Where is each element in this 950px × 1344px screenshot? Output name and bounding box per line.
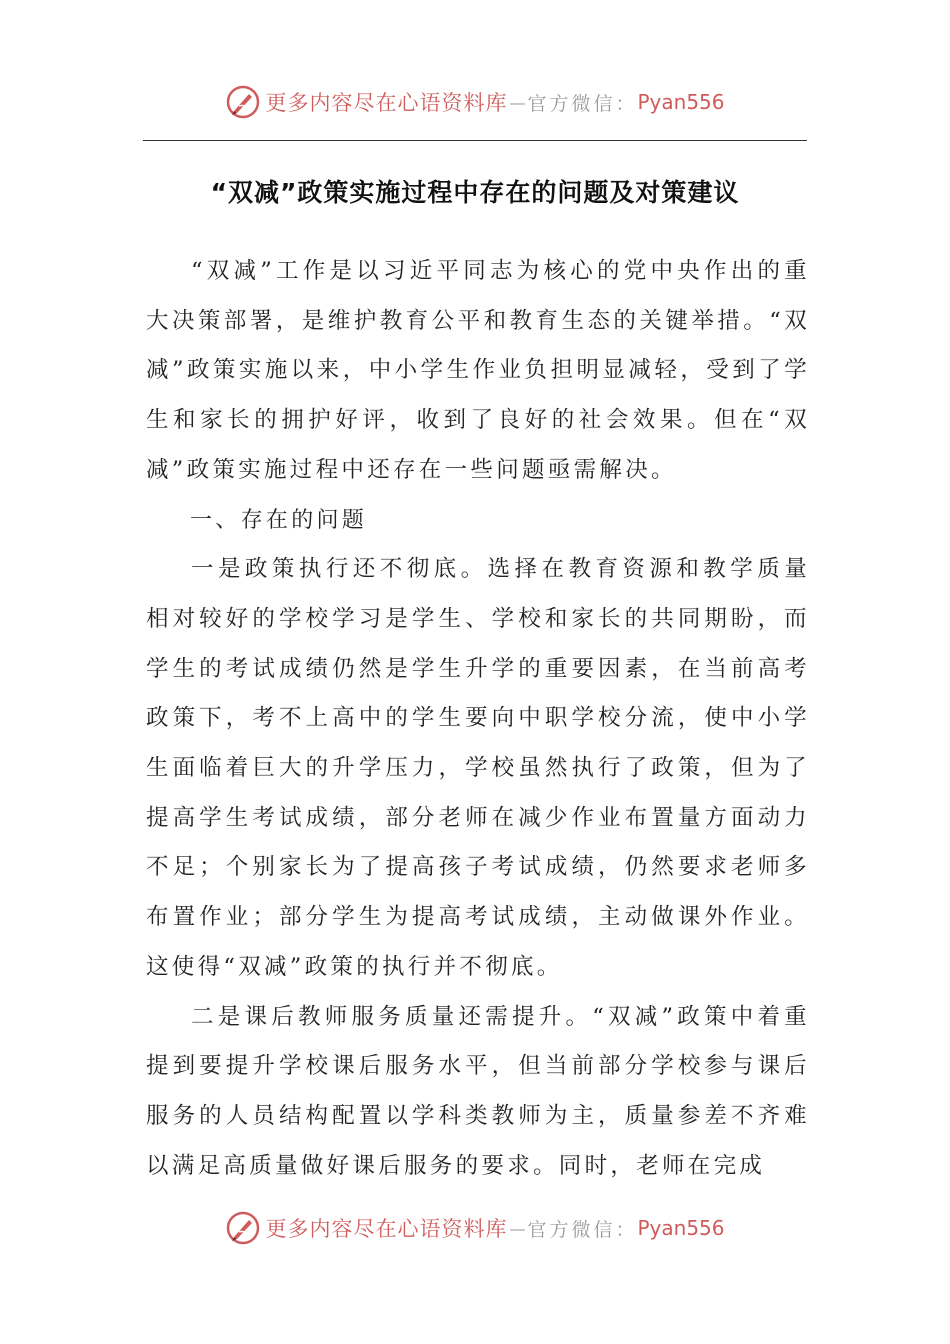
header-banner-text: 更多内容尽在心语资料库	[265, 91, 508, 115]
body-paragraph: 一是政策执行还不彻底。选择在教育资源和教学质量相对较好的学校学习是学生、学校和家长的共同期盼，而学生的考试成绩仍然是学生升学的重要因素，在当前高考政策下，考不上高中的学生要向中职学校分流，使中小学生面临着巨大的升学压力，学校虽然执行了政策，但为了提高学生考试成绩，部分老师在减少作业布置量方面动力不足；个别家长为了提高孩子考试成绩，仍然要求老师多布置作业；部分学生为提高考试成绩，主动做课外作业。这使得“双减”政策的执行并不彻底。	[146, 556, 810, 980]
intro-paragraph: “双减”工作是以习近平同志为核心的党中央作出的重大决策部署，是维护教育公平和教育生态的关键举措。“双减”政策实施以来，中小学生作业负担明显减轻，受到了学生和家长的拥护好评，收到了良好的社会效果。但在“双减”政策实施过程中还存在一些问题亟需解决。	[146, 258, 810, 483]
header-divider	[143, 140, 807, 141]
header-banner-separator: —	[509, 92, 526, 112]
body-paragraph: 二是课后教师服务质量还需提升。“双减”政策中着重提到要提升学校课后服务水平，但当前部分学校参与课后服务的人员结构配置以学科类教师为主，质量参差不齐难以满足高质量做好课后服务的要求。同时，老师在完成	[146, 1003, 810, 1179]
header-wechat-label: 官方微信：	[527, 92, 638, 115]
pen-logo-icon	[225, 1210, 261, 1246]
header-banner	[0, 80, 950, 124]
footer-banner	[0, 1206, 950, 1250]
document-title: “双减”政策实施过程中存在的问题及对策建议	[210, 178, 740, 207]
footer-wechat-id: Pyan556	[637, 1216, 725, 1240]
section-heading: 一、存在的问题	[190, 507, 368, 533]
document-body	[146, 247, 810, 1191]
footer-banner-separator: —	[509, 1218, 526, 1238]
footer-banner-text: 更多内容尽在心语资料库	[265, 1217, 508, 1241]
footer-wechat-label: 官方微信：	[527, 1218, 638, 1241]
header-wechat-id: Pyan556	[637, 90, 725, 114]
pen-logo-icon	[225, 84, 261, 120]
